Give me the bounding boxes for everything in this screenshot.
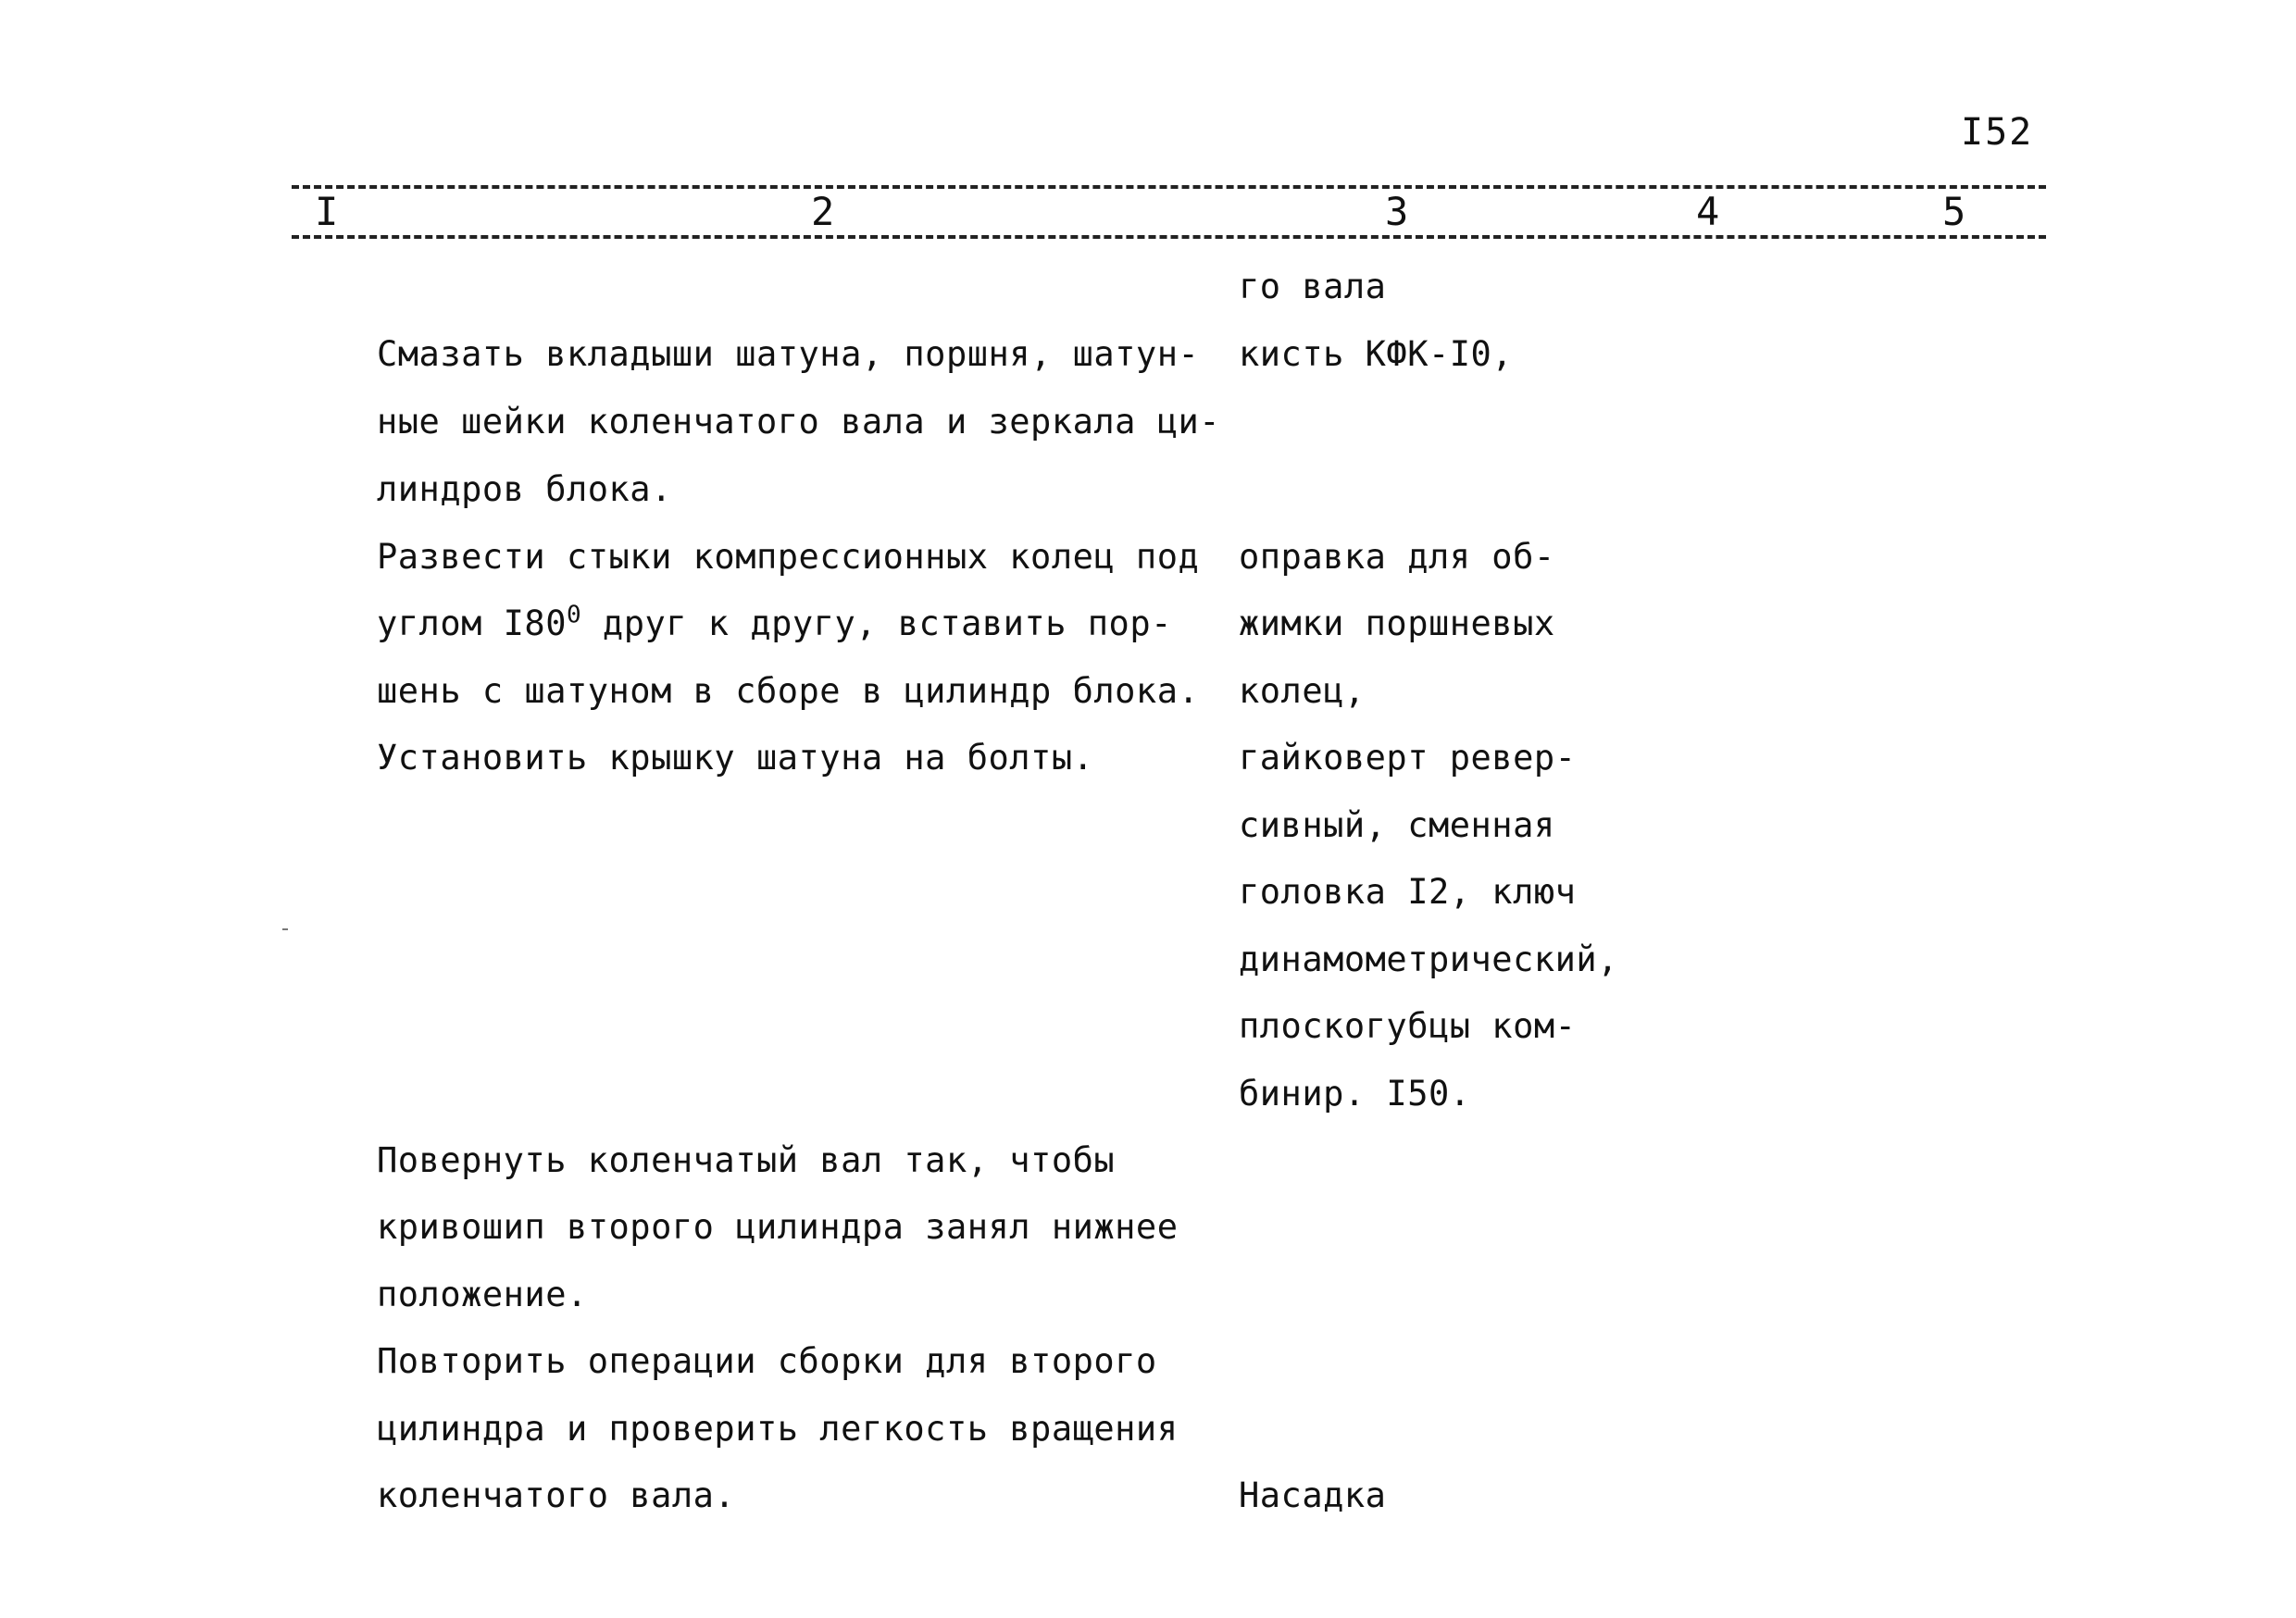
operation-text-line: Развести стыки компрессионных колец под — [377, 537, 1200, 577]
tool-text-line: кисть КФК-I0, — [1239, 334, 1514, 374]
column-header-4: 4 — [1691, 191, 1725, 233]
tool-text-line: Насадка — [1239, 1475, 1387, 1515]
tool-text-line: гайковерт ревер- — [1239, 738, 1577, 778]
operation-text-line: положение. — [377, 1275, 588, 1314]
tool-text-line: динамометрический, — [1239, 940, 1618, 979]
operation-text-line: Смазать вкладыши шатуна, поршня, шатун- — [377, 334, 1200, 374]
tool-text-line: головка I2, ключ — [1239, 872, 1577, 912]
column-header-1: I — [309, 191, 343, 233]
column-header-2: 2 — [805, 191, 840, 233]
tool-text-line: бинир. I50. — [1239, 1074, 1471, 1114]
operation-text-rest: друг к другу, вставить пор- — [581, 604, 1172, 643]
header-dashed-line-bottom — [292, 235, 2046, 239]
operation-text-line: цилиндра и проверить легкость вращения — [377, 1409, 1179, 1449]
tool-text-line: сивный, сменная — [1239, 805, 1555, 845]
operation-text-line: линдров блока. — [377, 469, 672, 509]
operation-text-line: кривошип второго цилиндра занял нижнее — [377, 1207, 1179, 1247]
operation-text-line: ные шейки коленчатого вала и зеркала ци- — [377, 402, 1221, 442]
tool-text-line: жимки поршневых — [1239, 604, 1555, 643]
operation-text-line: коленчатого вала. — [377, 1475, 736, 1515]
operation-text-line: Установить крышку шатуна на болты. — [377, 738, 1094, 778]
degree-superscript: 0 — [566, 601, 582, 629]
operation-text-line: Повернуть коленчатый вал так, чтобы — [377, 1140, 1116, 1180]
angle-text: углом I80 — [377, 604, 567, 643]
tool-text-line: го вала — [1239, 267, 1387, 306]
column-header-5: 5 — [1937, 191, 1971, 233]
column-header-3: 3 — [1379, 191, 1414, 233]
operation-text-line: Повторить операции сборки для второго — [377, 1341, 1157, 1381]
header-dashed-line-top — [292, 185, 2046, 189]
tool-text-line: плоскогубцы ком- — [1239, 1006, 1577, 1046]
operation-text-line: шень с шатуном в сборе в цилиндр блока. — [377, 671, 1200, 711]
tool-text-line: колец, — [1239, 671, 1366, 711]
speck-mark — [282, 928, 288, 930]
tool-text-line: оправка для об- — [1239, 537, 1555, 577]
operation-text-line — [377, 603, 1172, 645]
page-number: I52 — [1961, 111, 2034, 154]
